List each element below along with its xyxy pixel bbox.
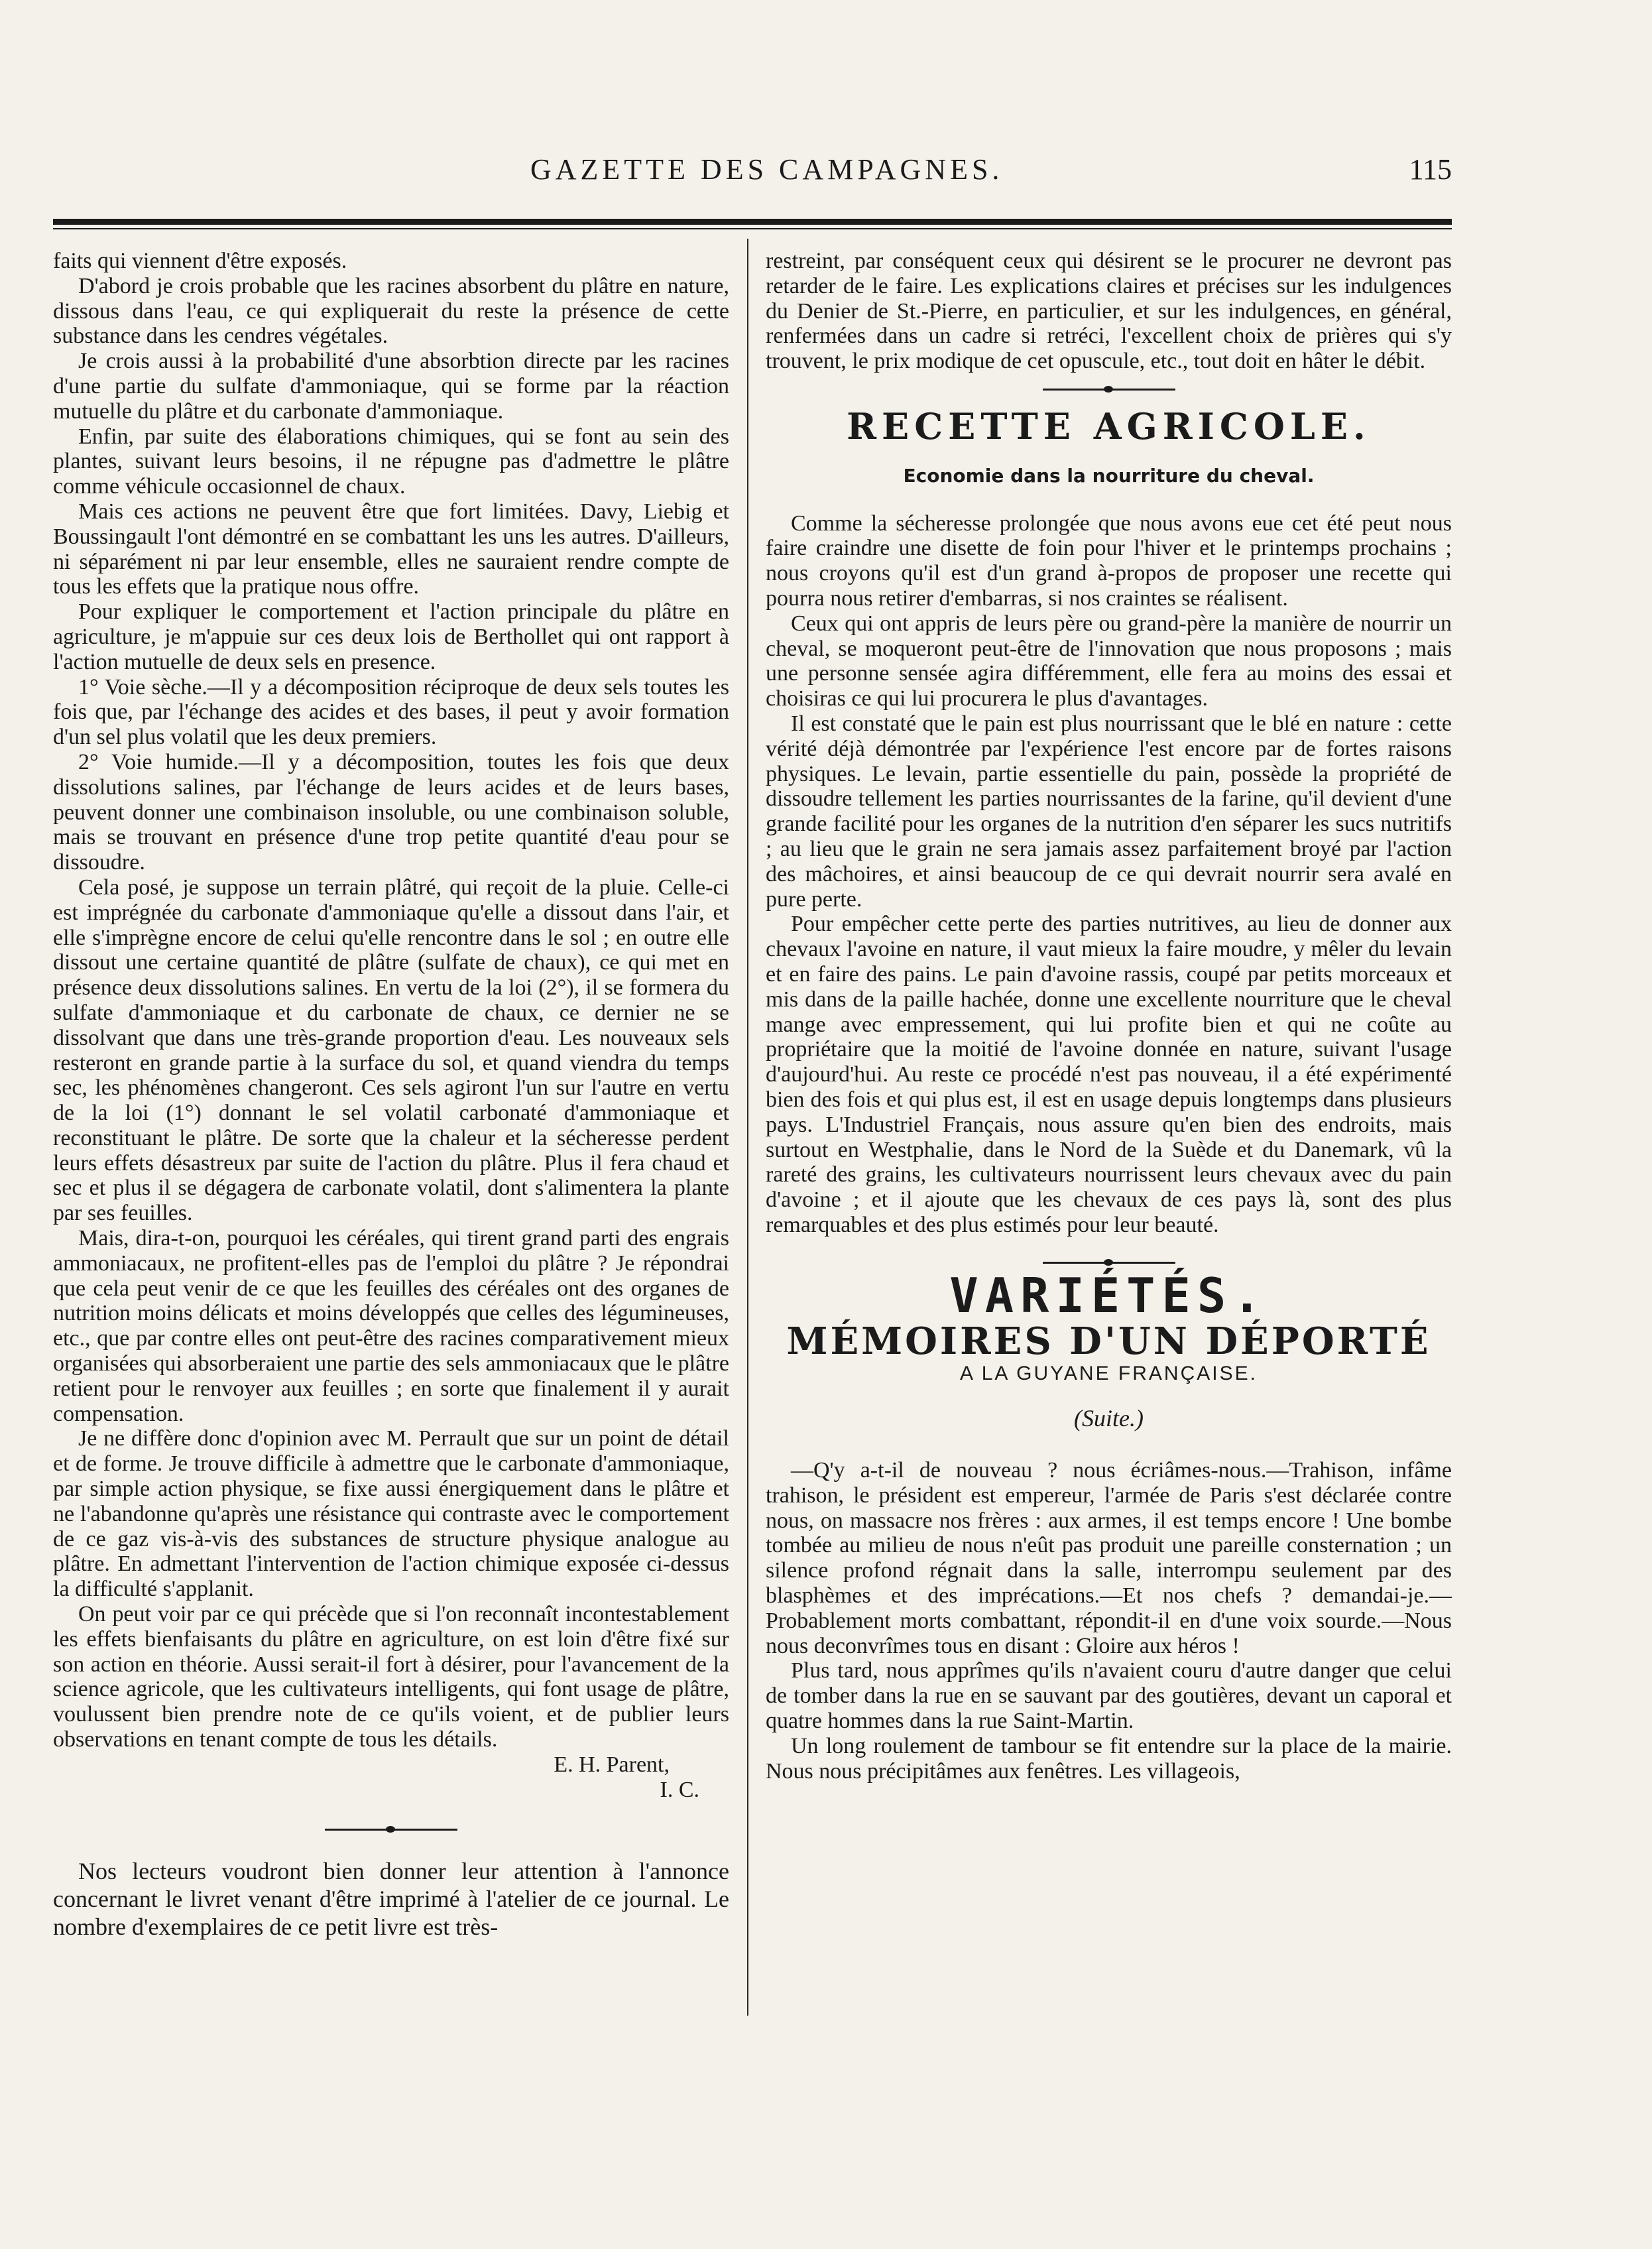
page-number: 115 — [1409, 153, 1452, 186]
column-divider — [747, 239, 748, 2016]
signature-name: E. H. Parent, — [554, 1752, 670, 1777]
paragraph: restreint, par conséquent ceux qui désirent se le procurer ne devront pas retarder de le faire. Les explications claires et précises sur les indulgences du Denier de St.-Pierre, en particulier, et sur les indulgences, en général, renfermées dans un cadre si retréci, l'excellent choix de prières qui s'y trouvent, le prix modique de cet opuscule, etc., tout doit en hâter le débit. — [766, 249, 1452, 374]
recette-title: RECETTE AGRICOLE. — [847, 404, 1371, 448]
header-rule — [53, 219, 1452, 225]
recette-subtitle: Economie dans la nourriture du cheval. — [903, 464, 1315, 487]
paragraph: On peut voir par ce qui précède que si l'on reconnaît incontestablement les effets bienfaisants du plâtre en agriculture, on est loin d'être fixé sur son action en théorie. Aussi serait-il fort à désirer, pour l'avancement de la science agricole, que les cultivateurs intelligents, qui font usage de plâtre, voulussent bien prendre note de ce qu'ils voient, et de publier leurs observations en tenant compte de tous les détails. — [53, 1602, 729, 1752]
paragraph: Mais, dira-t-on, pourquoi les céréales, qui tirent grand parti des engrais ammoniacaux, ne profitent-elles pas de l'emploi du plâtre ? Je répondrai que cela peut venir de ce que les feuilles des céréales ont des organes de nutrition moins délicats et moins développés que celles des légumineuses, etc., que par contre elles ont peut-être des racines comparativement mieux organisées qui absorberaient une partie des sels ammoniacaux que le plâtre retient pour le renvoyer aux feuilles ; en sorte que finalement il y aurait compensation. — [53, 1226, 729, 1426]
left-column — [53, 249, 729, 1941]
paragraph: —Q'y a-t-il de nouveau ? nous écriâmes-nous.—Trahison, infâme trahison, le président est empereur, l'armée de Paris s'est déclarée contre nous, on massacre nos frères : aux armes, il est temps encore ! Une bombe tombée au milieu de nous n'eût pas produit une pareille consternation ; un silence profond régnait dans la salle, interrompu seulement par des blasphèmes et des imprécations.—Et nos chefs ? demandai-je.—Probablement morts combattant, répondit-il en d'une voix sourde.—Nous nous deconvrîmes tous en disant : Gloire aux héros ! — [766, 1458, 1452, 1658]
header-rule-thin — [53, 228, 1452, 229]
paragraph: 1° Voie sèche.—Il y a décomposition réciproque de deux sels toutes les fois que, par l'échange des acides et des bases, il peut y avoir formation d'un sel plus volatil que les deux premiers. — [53, 674, 729, 750]
section-separator — [1043, 389, 1175, 391]
paragraph: 2° Voie humide.—Il y a décomposition, toutes les fois que deux dissolutions salines, par l'échange de leurs acides et de leurs bases, peuvent donner une combinaison insoluble, ou une combinaison soluble, mais se trouvant en présence d'une trop petite quantité d'eau pour se dissoudre. — [53, 749, 729, 875]
paragraph: faits qui viennent d'être exposés. — [53, 249, 347, 273]
paragraph: Mais ces actions ne peuvent être que fort limitées. Davy, Liebig et Boussingault l'ont démontré en se combattant les uns les autres. D'ailleurs, ni séparément ni par leur ensemble, elles ne sauraient rendre compte de tous les effets que la pratique nous offre. — [53, 499, 729, 599]
newspaper-title: GAZETTE DES CAMPAGNES. — [530, 153, 1004, 186]
paragraph: Enfin, par suite des élaborations chimiques, qui se font au sein des plantes, suivant leurs besoins, il ne répugne pas d'admettre le plâtre comme véhicule occasionnel de chaux. — [53, 424, 729, 499]
paragraph: Ceux qui ont appris de leurs père ou grand-père la manière de nourrir un cheval, se moqueront peut-être de l'innovation que nous proposons ; mais une personne sensée agira différemment, elle fera au moins des essai et choisiras ce qui lui procurera le plus d'avantages. — [766, 611, 1452, 711]
paragraph: Pour empêcher cette perte des parties nutritives, au lieu de donner aux chevaux l'avoine en nature, il vaut mieux la faire moudre, y mêler du levain et en faire des pains. Le pain d'avoine rassis, coupé par petits morceaux et mis dans de la paille hachée, donne une excellente nourriture que le cheval mange avec empressement, qui lui profite bien et qui ne coûte au propriétaire que la moitié de l'avoine donnée en nature, suivant l'usage d'aujourd'hui. Au reste ce procédé n'est pas nouveau, il a été expérimenté bien des fois et qui plus est, il est en usage depuis longtemps dans plusieurs pays. L'Industriel Français, nous assure qu'en bien des endroits, mais surtout en Westphalie, dans le Nord de la Suède et du Danemark, vû la rareté des grains, les cultivateurs nourrissent leurs chevaux avec du pain d'avoine ; et il ajoute que les chevaux de ces pays là, sont des plus remarquables et des plus estimés pour leur beauté. — [766, 912, 1452, 1237]
memoires-title: MÉMOIRES D'UN DÉPORTÉ — [786, 1319, 1431, 1364]
paragraph: Comme la sécheresse prolongée que nous avons eue cet été peut nous faire craindre une disette de foin pour l'hiver et le printemps prochains ; nous croyons qu'il est d'un grand à-propos de proposer une recette qui pourra nous retirer d'embarras, si nos craintes se réalisent. — [766, 511, 1452, 611]
paragraph: Pour expliquer le comportement et l'action principale du plâtre en agriculture, je m'appuie sur ces deux lois de Berthollet qui ont rapport à l'action mutuelle de deux sels en presence. — [53, 599, 729, 674]
section-separator — [325, 1829, 457, 1831]
paragraph: D'abord je crois probable que les racines absorbent du plâtre en nature, dissous dans l'eau, ce qui expliquerait du reste la présence de cette substance dans les cendres végétales. — [53, 273, 729, 349]
signature — [53, 1752, 729, 1803]
page-header — [53, 152, 1452, 199]
varietes-title: VARIÉTÉS. — [949, 1267, 1268, 1323]
signature-initials: I. C. — [660, 1777, 699, 1802]
section-separator — [1043, 1262, 1175, 1264]
paragraph: Je crois aussi à la probabilité d'une absorbtion directe par les racines d'une partie du sulfate d'ammoniaque, qui se forme par la réaction mutuelle du plâtre et du carbonate d'ammoniaque. — [53, 349, 729, 424]
announcement: Nos lecteurs voudront bien donner leur attention à l'annonce concernant le livret venant d'être imprimé à l'atelier de ce journal. Le nombre d'exemplaires de ce petit livre est très- — [53, 1858, 729, 1941]
paragraph: Il est constaté que le pain est plus nourrissant que le blé en nature : cette vérité déjà démontrée par l'expérience l'est encore par de fortes raisons physiques. Le levain, partie essentielle du pain, possède la propriété de dissoudre tellement les parties nourrissantes de la farine, qu'il devient d'une grande facilité pour les organes de la nutrition d'en séparer les sucs nutritifs ; au lieu que le grain ne sera jamais assez parfaitement broyé par l'action des mâchoires, et ainsi beaucoup de ce qui devrait nourrir sera avalé en pure perte. — [766, 711, 1452, 912]
paragraph: Cela posé, je suppose un terrain plâtré, qui reçoit de la pluie. Celle-ci est imprégnée du carbonate d'ammoniaque qu'elle a dissout dans l'air, et elle s'imprègne encore de celui qu'elle rencontre dans le sol ; en outre elle dissout une certaine quantité de plâtre (sulfate de chaux), ce qui met en présence deux dissolutions salines. En vertu de la loi (2°), il se formera du sulfate d'ammoniaque et du carbonate de chaux, ce dernier ne se dissolvant que dans une très-grande proportion d'eau. Les nouveaux sels resteront en grande partie à la surface du sol, et quand viendra du temps sec, les phénomènes changeront. Ces sels agiront l'un sur l'autre en vertu de la loi (1°) donnant le sel volatil carbonaté d'ammoniaque et reconstituant le plâtre. De sorte que la chaleur et la sécheresse perdent leurs effets désastreux par suite de l'action du plâtre. Plus il fera chaud et sec et plus il se dégagera de carbonate volatil, dont s'alimentera la plante par ses feuilles. — [53, 875, 729, 1226]
suite-label: (Suite.) — [1074, 1405, 1144, 1432]
memoires-subtitle: A LA GUYANE FRANÇAISE. — [960, 1363, 1258, 1385]
paragraph: Plus tard, nous apprîmes qu'ils n'avaient couru d'autre danger que celui de tomber dans la rue en se sauvant par des goutières, devant un caporal et quatre hommes dans la rue Saint-Martin. — [766, 1658, 1452, 1734]
paragraph: Un long roulement de tambour se fit entendre sur la place de la mairie. Nous nous précipitâmes aux fenêtres. Les villageois, — [766, 1733, 1452, 1784]
paragraph: Je ne diffère donc d'opinion avec M. Perrault que sur un point de détail et de forme. Je trouve difficile à admettre que le carbonate d'ammoniaque, par simple action physique, se fixe aussi énergiquement dans le plâtre et ne l'abandonne qu'après une résistance qui contraste avec le comportement de ce gaz vis-à-vis des substances de structure physique analogue au plâtre. En admettant l'intervention de l'action chimique exposée ci-dessus la difficulté s'applanit. — [53, 1426, 729, 1602]
right-column — [766, 249, 1452, 1784]
